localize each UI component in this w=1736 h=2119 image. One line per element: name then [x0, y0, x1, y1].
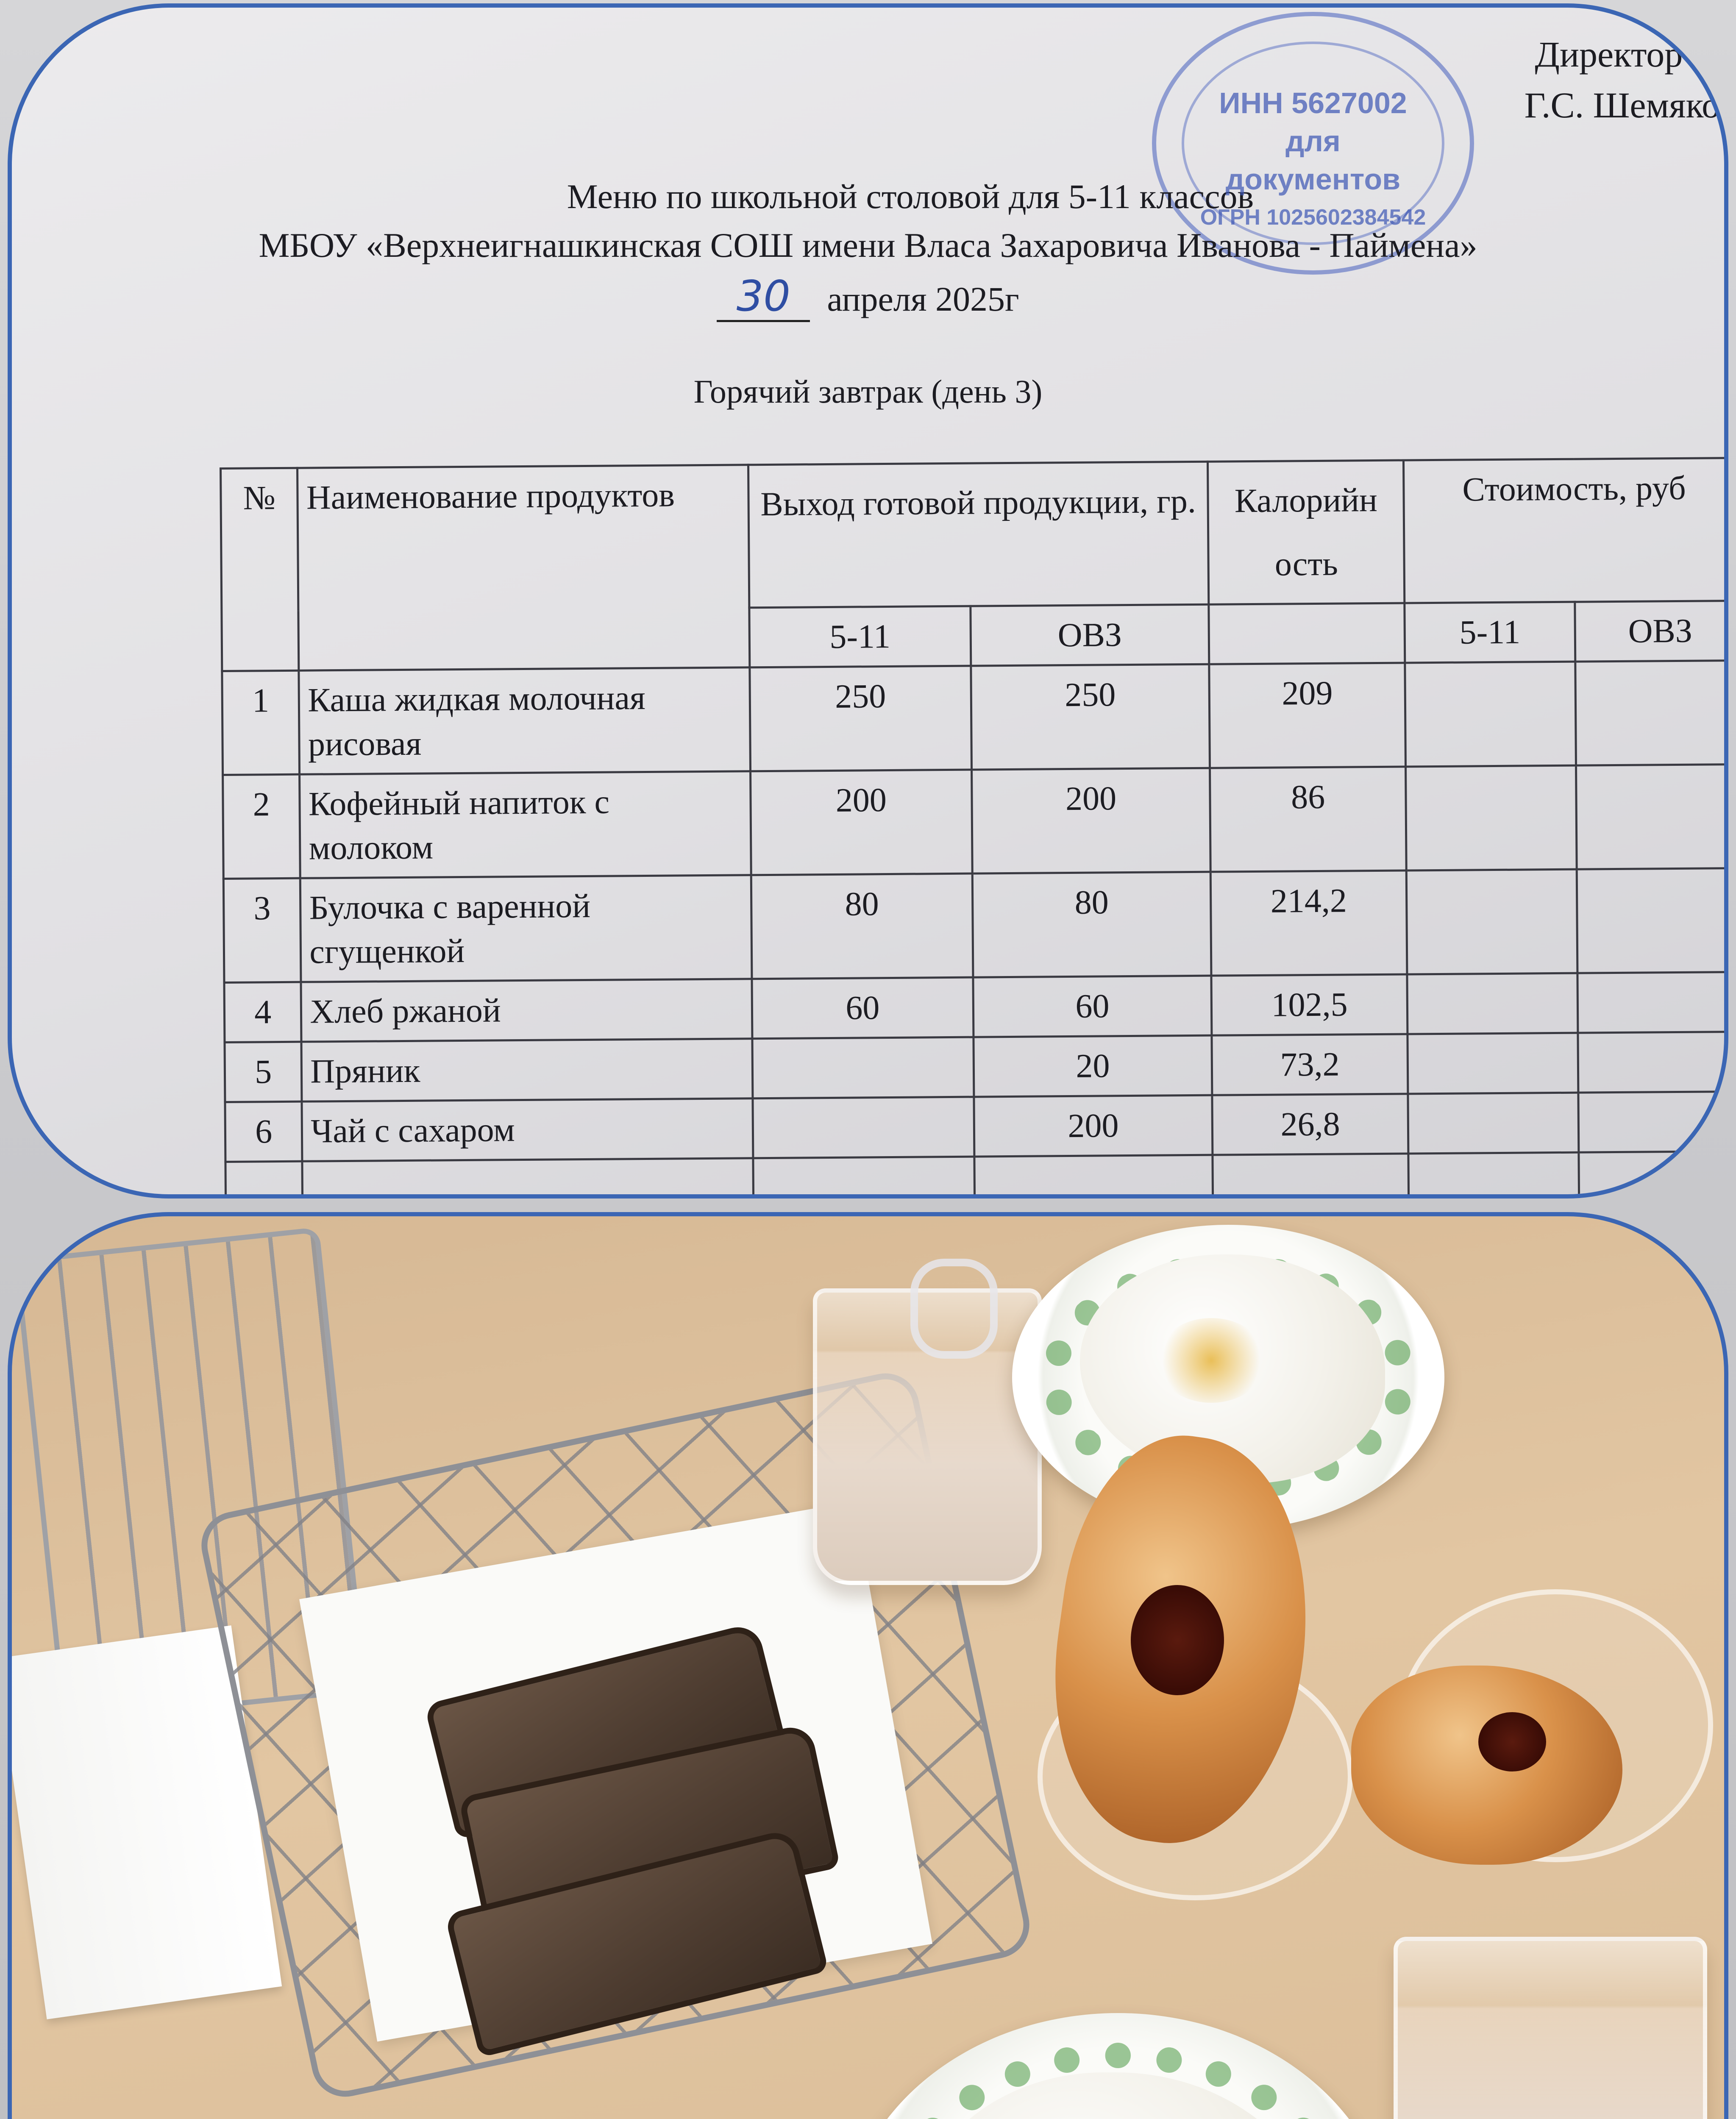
cell-cost-ovz — [1576, 764, 1728, 869]
cell-empty — [225, 1161, 303, 1199]
cell-calories: 26,8 — [1212, 1094, 1408, 1155]
cell-calories: 214,2 — [1210, 870, 1407, 976]
cell-yield-ovz: 250 — [971, 664, 1210, 770]
cell-yield-ovz: 60 — [973, 976, 1212, 1037]
cell-yield-511: 250 — [750, 666, 972, 771]
cell-cost-511 — [1406, 869, 1577, 974]
cell-yield-ovz: 200 — [971, 768, 1210, 873]
header-num: № — [221, 468, 299, 671]
approval-top: У — [1694, 3, 1720, 41]
cell-yield-ovz: 200 — [974, 1095, 1213, 1157]
cell-num: 4 — [224, 982, 301, 1042]
cell-empty — [1213, 1154, 1409, 1199]
cell-calories: 209 — [1209, 663, 1406, 768]
table-row — [225, 1091, 1728, 1162]
glass-handle — [910, 1259, 998, 1359]
cell-yield-511: 80 — [751, 873, 973, 979]
cell-yield-511 — [752, 1037, 974, 1098]
cell-product-name: Хлеб ржаной — [301, 979, 752, 1042]
butter — [1156, 1318, 1266, 1403]
cell-empty — [753, 1157, 975, 1199]
breakfast-photo-panel — [8, 1212, 1728, 2119]
meal-title: Горячий завтрак (день 3) — [693, 373, 1043, 410]
table-row — [222, 660, 1728, 775]
cell-cost-511 — [1408, 1033, 1578, 1094]
cell-product-name: Кофейный напиток с молоком — [300, 771, 751, 878]
header-yield: Выход готовой продукции, гр. — [748, 462, 1209, 608]
header-yield-511: 5-11 — [749, 606, 971, 667]
header-name: Наименование продуктов — [298, 465, 750, 670]
cell-num: 1 — [222, 670, 300, 775]
header-cost: Стоимость, руб — [1404, 458, 1728, 603]
cell-product-name: Пряник — [301, 1039, 752, 1101]
header-calories: Калорийн ость — [1208, 460, 1405, 604]
approval-name: Г.С. Шемяко — [1524, 85, 1720, 125]
cell-empty — [302, 1158, 753, 1199]
table-header-row — [221, 458, 1728, 611]
cell-yield-511: 60 — [752, 977, 974, 1039]
date-day: 30 — [717, 273, 810, 322]
cell-num: 6 — [225, 1101, 302, 1162]
cell-cost-ovz — [1575, 660, 1728, 765]
menu-table — [220, 457, 1728, 1199]
header-cost-ovz: ОВЗ — [1575, 601, 1728, 662]
cell-empty — [974, 1155, 1213, 1199]
cell-product-name: Каша жидкая молочная рисовая — [299, 667, 750, 774]
table-row — [225, 1032, 1728, 1102]
menu-date — [12, 273, 1724, 323]
cell-yield-ovz: 80 — [972, 872, 1211, 977]
header-calories-sub — [1209, 603, 1405, 664]
cell-yield-511 — [753, 1097, 974, 1158]
cell-cost-511 — [1408, 1093, 1579, 1154]
cell-cost-511 — [1405, 662, 1576, 767]
menu-title: Меню по школьной столовой для 5-11 классов — [567, 177, 1254, 216]
table-row — [223, 764, 1728, 879]
menu-document-panel — [8, 3, 1728, 1199]
cell-cost-511 — [1407, 973, 1578, 1034]
cell-cost-ovz — [1578, 1091, 1728, 1152]
cell-empty — [1579, 1151, 1728, 1199]
coffee-drink-cup — [1394, 1937, 1707, 2119]
menu-document — [12, 3, 1724, 1194]
header-yield-ovz: ОВЗ — [971, 604, 1209, 666]
approval-block — [1524, 3, 1724, 131]
menu-table-body — [222, 660, 1728, 1199]
stamp-text: ИНН 5627002 для документов ОГРН 1025602384542 — [1200, 86, 1426, 230]
cell-calories: 86 — [1210, 767, 1407, 872]
cell-empty — [1408, 1152, 1579, 1199]
boiled-condensed-milk-filling — [1131, 1585, 1224, 1695]
bun-filling — [1478, 1712, 1546, 1771]
cell-product-name: Булочка с варенной сгущенкой — [300, 875, 752, 982]
cell-product-name: Чай с сахаром — [302, 1098, 753, 1161]
cell-cost-511 — [1406, 765, 1577, 870]
cell-calories: 73,2 — [1212, 1034, 1408, 1095]
approval-title: Директор ш — [1535, 34, 1720, 75]
cell-num: 3 — [223, 878, 301, 982]
date-rest: апреля 2025г — [827, 280, 1019, 318]
cell-yield-ovz: 20 — [974, 1035, 1212, 1097]
header-cost-511: 5-11 — [1405, 602, 1575, 663]
table-row — [223, 868, 1728, 982]
cell-calories: 102,5 — [1211, 974, 1408, 1035]
cell-yield-511: 200 — [750, 770, 972, 875]
cell-num: 5 — [225, 1042, 302, 1102]
cell-cost-ovz — [1578, 1032, 1728, 1093]
cell-cost-ovz — [1577, 972, 1728, 1033]
cell-num: 2 — [223, 774, 300, 879]
breakfast-photo — [12, 1216, 1724, 2119]
cell-cost-ovz — [1577, 868, 1728, 973]
school-stamp — [1152, 12, 1474, 275]
table-row — [224, 972, 1728, 1042]
school-name: МБОУ «Верхнеигнашкинская СОШ имени Власа Захаровича Иванова - Паймена» — [259, 226, 1477, 264]
